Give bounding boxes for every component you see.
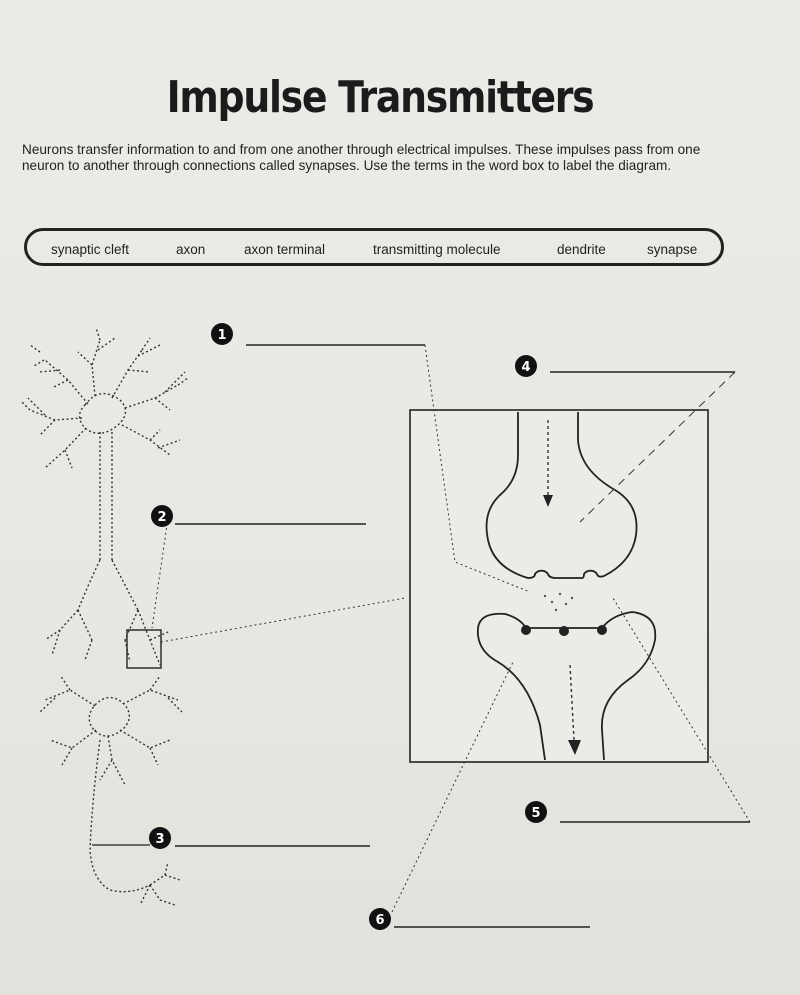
instructions-paragraph: Neurons transfer information to and from one another through electrical impulses. These impulses pass from one neuron to another through connections called synapses. Use the terms in the word box to label the diagram. <box>22 142 701 173</box>
lower-neuron <box>40 560 182 905</box>
label-4 <box>515 355 735 377</box>
word-box-term: transmitting molecule <box>373 242 501 257</box>
label-2 <box>151 505 366 527</box>
zoom-connector-line <box>161 598 405 642</box>
label-6 <box>369 908 590 930</box>
label-number: 3 <box>155 832 165 847</box>
label-1 <box>211 323 425 345</box>
word-box-term: axon <box>176 242 206 257</box>
label-3 <box>92 827 370 849</box>
receptor-dot <box>521 625 531 635</box>
word-box-term: synapse <box>647 242 698 257</box>
word-box-term: dendrite <box>557 242 606 257</box>
label-number: 2 <box>157 510 167 525</box>
label-5 <box>525 801 750 823</box>
receptor-dot <box>597 625 607 635</box>
word-box-term: synaptic cleft <box>51 242 130 257</box>
synapse-zoom-box <box>127 630 161 668</box>
label-number: 1 <box>217 328 227 343</box>
word-box-term: axon terminal <box>244 242 326 257</box>
label-number: 5 <box>531 806 541 821</box>
worksheet-title: Impulse Transmitters <box>166 72 594 123</box>
label-number: 6 <box>375 913 385 928</box>
synapse-closeup-box <box>410 410 708 762</box>
receptor-dot <box>559 626 569 636</box>
label-number: 4 <box>521 360 531 375</box>
leader-line-2 <box>152 518 168 628</box>
